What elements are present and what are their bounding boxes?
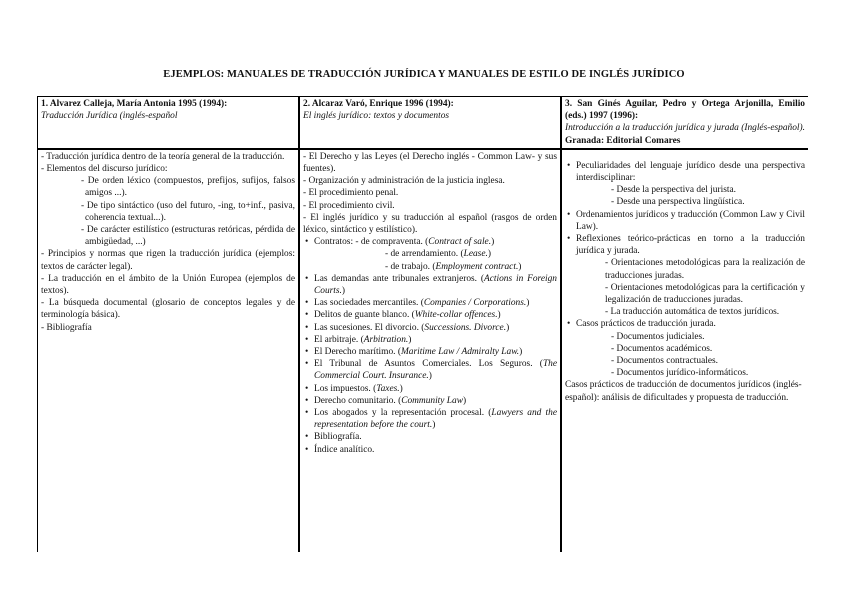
list-item: • El Derecho marítimo. (Maritime Law / Admiralty Law.) — [303, 346, 557, 358]
list-item: - El Derecho y las Leyes (el Derecho inglés - Common Law- y sus fuentes). — [303, 151, 557, 175]
list-item: - Documentos contractuales. — [611, 356, 718, 367]
list-item: • Delitos de guante blanco. (White-collar offences.) — [303, 309, 557, 321]
list-item: - La búsqueda documental (glosario de conceptos legales y de terminología básica). — [41, 298, 295, 321]
list-item: • Casos prácticos de traducción jurada. — [565, 318, 805, 330]
table-header-row — [38, 97, 809, 149]
list-item: - Desde una perspectiva lingüística. — [611, 197, 745, 208]
column-2-body — [299, 149, 561, 552]
list-item: - De orden léxico (compuestos, prefijos, sufijos, falsos amigos ...). — [81, 176, 295, 199]
list-item: - Orientaciones metodológicas para la realización de traducciones juradas. — [605, 258, 805, 281]
list-item: • Las sucesiones. El divorcio. (Successions. Divorce.) — [303, 322, 557, 334]
column-1-book-title: Traducción Jurídica (inglés-español — [41, 111, 178, 122]
list-item: - De tipo sintáctico (uso del futuro, -ing, to+inf., pasiva, coherencia textual...). — [81, 200, 295, 223]
list-item: - El procedimiento penal. — [303, 188, 399, 199]
list-item: - Documentos académicos. — [611, 343, 713, 354]
list-item: - Traducción jurídica dentro de la teoría general de la traducción. — [41, 151, 285, 162]
list-item: - Organización y administración de la justicia inglesa. — [303, 176, 505, 187]
list-item: • El arbitraje. (Arbitration.) — [303, 334, 557, 346]
list-item: - El procedimiento civil. — [303, 200, 395, 211]
column-2-book-title: El inglés jurídico: textos y documentos — [303, 111, 450, 122]
list-item: • El Tribunal de Asuntos Comerciales. Los Seguros. (The Commercial Court. Insurance.) — [303, 358, 557, 382]
column-3-publisher: Granada: Editorial Comares — [565, 135, 681, 146]
list-item: - La traducción automática de textos jurídicos. — [605, 307, 780, 318]
list-item: • Peculiaridades del lenguaje jurídico desde una perspectiva interdisciplinar: — [565, 160, 805, 184]
list-item: - Orientaciones metodológicas para la certificación y legalización de traducciones juradas. — [605, 282, 805, 306]
list-item: - de trabajo. (Employment contract.) — [385, 261, 522, 272]
list-item: • Índice analítico. — [303, 444, 557, 456]
column-1-header — [38, 97, 300, 149]
bullet-list — [303, 236, 557, 456]
column-2-author: 2. Alcaraz Varó, Enrique 1996 (1994): — [303, 99, 454, 109]
list-item: • Contratos: - de compraventa. (Contract of sale.) — [303, 236, 557, 248]
list-item: • Reflexiones teórico-prácticas en torno a la traducción jurídica y jurada. — [565, 233, 805, 257]
column-2-header — [299, 97, 561, 149]
list-item: - Elementos del discurso jurídico: — [41, 164, 168, 175]
column-1-author: 1. Alvarez Calleja, María Antonia 1995 (1994): — [41, 99, 228, 109]
list-item: • Los impuestos. (Taxes.) — [303, 383, 557, 395]
list-item: • Los abogados y la representación procesal. (Lawyers and the representation before the court.) — [303, 407, 557, 431]
list-item: • Derecho comunitario. (Community Law) — [303, 395, 557, 407]
closing-paragraph: Casos prácticos de traducción de documentos jurídicos (inglés-español): análisis de dificultades y propuesta de traducción. — [565, 380, 802, 403]
column-3-body — [561, 149, 808, 552]
page-title: EJEMPLOS: MANUALES DE TRADUCCIÓN JURÍDICA Y MANUALES DE ESTILO DE INGLÉS JURÍDICO — [163, 69, 685, 80]
column-1-body — [38, 149, 300, 552]
list-item: - De carácter estilístico (estructuras retóricas, pérdida de ambigüedad, ...) — [81, 225, 295, 248]
list-item: - Documentos jurídico-informáticos. — [611, 368, 749, 379]
manuals-table — [37, 96, 808, 552]
list-item: - Principios y normas que rigen la traducción jurídica (ejemplos: textos de carácter legal). — [41, 249, 295, 272]
column-3-author: 3. San Ginés Aguilar, Pedro y Ortega Arjonilla, Emilio (eds.) 1997 (1996): — [565, 99, 805, 122]
list-item: - La traducción en el ámbito de la Unión Europea (ejemplos de textos). — [41, 273, 295, 297]
list-item: - El inglés jurídico y su traducción al español (rasgos de orden léxico, sintáctico y estilístico). — [303, 212, 557, 236]
list-item: • Ordenamientos jurídicos y traducción (Common Law y Civil Law). — [565, 209, 805, 233]
column-3-header — [561, 97, 808, 149]
list-item: • Bibliografía. — [303, 431, 557, 443]
list-item: - Documentos judiciales. — [611, 331, 705, 342]
list-item: • Las demandas ante tribunales extranjeros. (Actions in Foreign Courts.) — [303, 273, 557, 297]
list-item: • Las sociedades mercantiles. (Companies / Corporations.) — [303, 297, 557, 309]
list-item: - Desde la perspectiva del jurista. — [611, 185, 736, 196]
bullet-list — [565, 160, 805, 380]
list-item: - Bibliografía — [41, 322, 92, 333]
column-3-book-title: Introducción a la traducción jurídica y jurada (Inglés-español). — [565, 123, 805, 134]
table-body-row — [38, 149, 809, 552]
list-item: - de arrendamiento. (Lease.) — [385, 249, 491, 260]
